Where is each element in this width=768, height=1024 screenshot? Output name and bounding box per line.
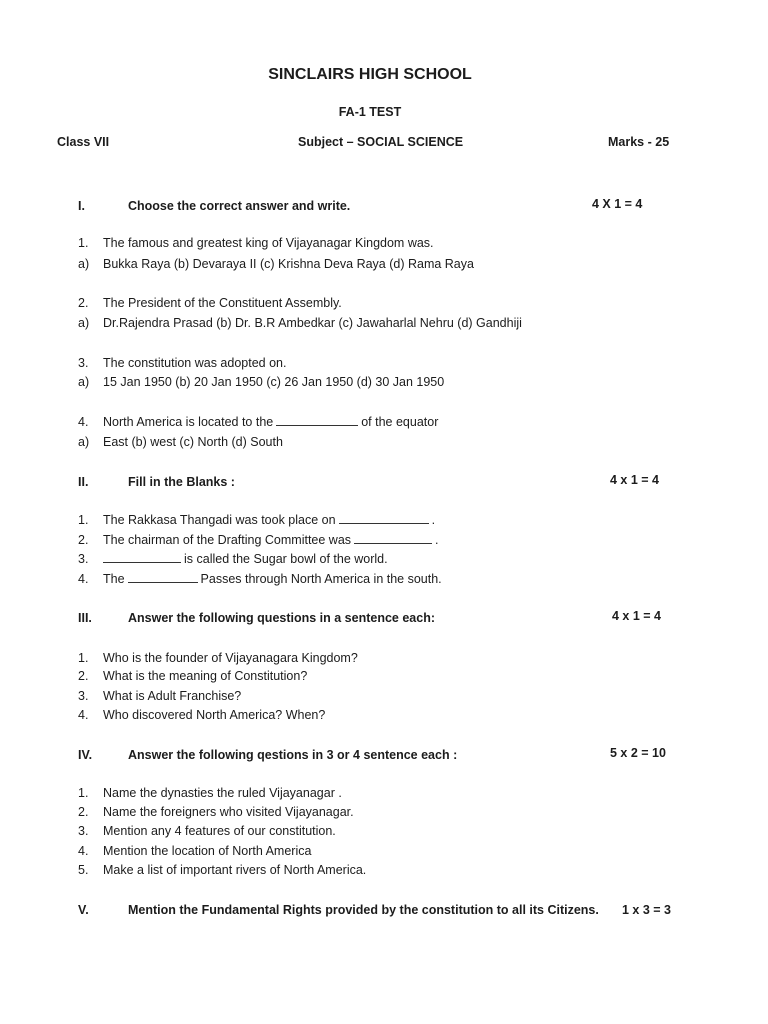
option-label: a) <box>78 375 90 389</box>
answer-blank <box>339 513 429 524</box>
marks-label: Marks - 25 <box>608 135 670 149</box>
option-label: a) <box>78 257 90 271</box>
question-number: 3. <box>78 689 89 703</box>
section-marks: 1 x 3 = 3 <box>622 903 671 917</box>
question-text-part: . <box>431 513 436 527</box>
options-text: East (b) west (c) North (d) South <box>103 435 283 449</box>
options-text: Bukka Raya (b) Devaraya II (c) Krishna Deva Raya (d) Rama Raya <box>103 257 474 271</box>
question-text-part: The chairman of the Drafting Committee was <box>103 533 352 547</box>
question-number: 3. <box>78 356 89 370</box>
section-number: III. <box>78 611 92 625</box>
section-title: Mention the Fundamental Rights provided by the constitution to all its Citizens. <box>128 903 599 917</box>
section-title: Answer the following questions in a sentence each: <box>128 611 436 625</box>
question-number: 4. <box>78 572 89 586</box>
question-text: The constitution was adopted on. <box>103 356 287 370</box>
answer-blank <box>103 552 181 563</box>
question-text: What is Adult Franchise? <box>103 689 242 703</box>
question-number: 2. <box>78 533 89 547</box>
question-text: Who is the founder of Vijayanagara Kingdom? <box>103 651 358 665</box>
answer-blank <box>128 572 198 583</box>
question-text-part: The <box>103 572 125 586</box>
section-marks: 5 x 2 = 10 <box>610 746 666 760</box>
section-marks: 4 x 1 = 4 <box>610 473 659 487</box>
question-number: 2. <box>78 296 89 310</box>
question-text: Mention any 4 features of our constitution. <box>103 824 336 838</box>
section-marks: 4 X 1 = 4 <box>592 197 643 211</box>
option-label: a) <box>78 316 90 330</box>
school-name: SINCLAIRS HIGH SCHOOL <box>268 66 472 83</box>
question-text: The famous and greatest king of Vijayanagar Kingdom was. <box>103 236 434 250</box>
question-number: 1. <box>78 651 89 665</box>
question-text: Mention the location of North America <box>103 844 312 858</box>
section-title: Choose the correct answer and write. <box>128 199 351 213</box>
section-number: I. <box>78 199 85 213</box>
question-text <box>103 552 388 566</box>
question-text-part: is called the Sugar bowl of the world. <box>184 552 388 566</box>
question-number: 2. <box>78 805 89 819</box>
option-label: a) <box>78 435 90 449</box>
question-text-part: of the equator <box>361 415 439 429</box>
question-text-part: Passes through North America in the south. <box>200 572 442 586</box>
test-title: FA-1 TEST <box>338 105 402 119</box>
question-number: 1. <box>78 236 89 250</box>
section-marks: 4 x 1 = 4 <box>612 609 661 623</box>
question-number: 4. <box>78 708 89 722</box>
question-number: 4. <box>78 844 89 858</box>
section-number: V. <box>78 903 89 917</box>
section-title: Answer the following qestions in 3 or 4 sentence each : <box>128 748 458 762</box>
section-number: II. <box>78 475 89 489</box>
question-number: 5. <box>78 863 89 877</box>
class-label: Class VII <box>57 135 110 149</box>
question-number: 3. <box>78 824 89 838</box>
question-text: Name the foreigners who visited Vijayanagar. <box>103 805 354 819</box>
question-text <box>103 513 435 527</box>
options-text: 15 Jan 1950 (b) 20 Jan 1950 (c) 26 Jan 1950 (d) 30 Jan 1950 <box>103 375 445 389</box>
section-number: IV. <box>78 748 93 762</box>
question-text: The President of the Constituent Assembly. <box>103 296 342 310</box>
question-text: What is the meaning of Constitution? <box>103 669 308 683</box>
question-text <box>103 572 442 586</box>
section-title: Fill in the Blanks : <box>128 475 235 489</box>
question-number: 4. <box>78 415 89 429</box>
question-text-part: The Rakkasa Thangadi was took place on <box>103 513 336 527</box>
subject-label: Subject – SOCIAL SCIENCE <box>298 135 464 149</box>
question-text: Name the dynasties the ruled Vijayanagar . <box>103 786 342 800</box>
question-number: 1. <box>78 513 89 527</box>
question-number: 2. <box>78 669 89 683</box>
question-text: Make a list of important rivers of North America. <box>103 863 367 877</box>
answer-blank <box>276 415 358 426</box>
question-text-part: North America is located to the <box>103 415 274 429</box>
question-text-part: . <box>435 533 439 547</box>
options-text: Dr.Rajendra Prasad (b) Dr. B.R Ambedkar (c) Jawaharlal Nehru (d) Gandhiji <box>103 316 522 330</box>
answer-blank <box>354 533 432 544</box>
question-text <box>103 533 439 547</box>
question-number: 3. <box>78 552 89 566</box>
question-text: Who discovered North America? When? <box>103 708 326 722</box>
question-text <box>103 415 438 429</box>
question-number: 1. <box>78 786 89 800</box>
